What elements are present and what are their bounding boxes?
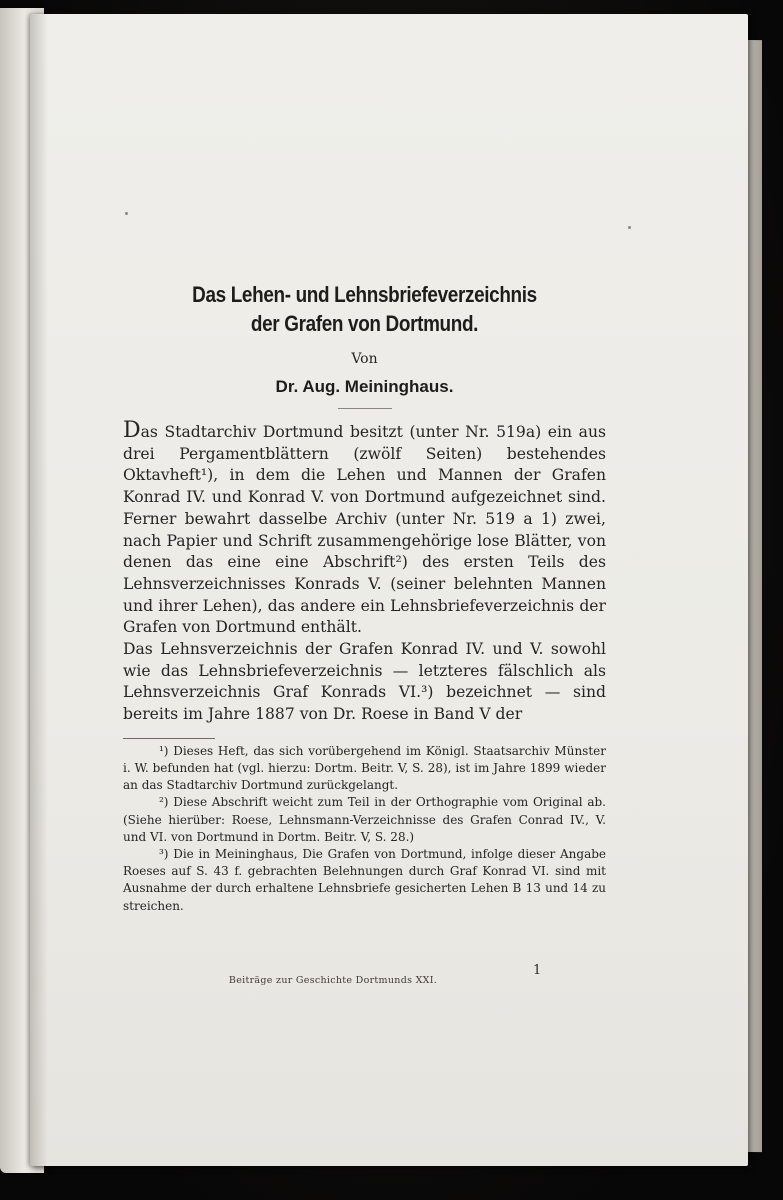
footnote-3: ³) Die in Meininghaus, Die Grafen von Dortmund, infolge dieser Angabe Roeses auf S. 43 f. gebrachten Belehnungen durch Graf Konrad VI. sind mit Ausnahme der durch erhaltene Lehnsbriefe gesicherten Lehen B 13 und 14 zu streichen. bbox=[123, 847, 606, 913]
title-line-2: der Grafen von Dortmund. bbox=[250, 311, 479, 336]
dropcap: D bbox=[123, 418, 141, 443]
title-divider bbox=[338, 408, 392, 409]
paragraph-2: Das Lehnsverzeichnis der Grafen Konrad IV. und V. sowohl wie das Lehnsbriefeverzeichnis — letzteres fälschlich als Lehnsverzeichnis Graf Konrads VI.³) bezeichnet — sind bereits im Jahre 1887 von Dr. Roese in Band V der bbox=[123, 640, 606, 724]
footnote-divider bbox=[123, 738, 215, 739]
paragraph-1-text: as Stadtarchiv Dortmund besitzt (unter Nr. 519a) ein aus drei Pergamentblättern (zwölf Seiten) bestehendes Oktavheft¹), in dem die Lehen und Mannen der Grafen Konrad IV. und Konrad V. von Dortmund aufgezeichnet sind. Ferner bewahrt dasselbe Archiv (unter Nr. 519 a 1) zwei, nach Papier und Schrift zusammengehörige lose Blätter, von denen das eine eine Abschrift²) des ersten Teils des Lehnsverzeichnisses Konrads V. (seiner belehnten Mannen und ihrer Lehen), das andere ein Lehnsbriefeverzeichnis der Grafen von Dortmund enthält. bbox=[123, 423, 606, 637]
author-name: Dr. Aug. Meininghaus. bbox=[275, 377, 454, 396]
footnotes bbox=[123, 743, 606, 915]
page-number: 1 bbox=[533, 963, 542, 978]
paragraph-1 bbox=[123, 418, 606, 639]
byline-von: Von bbox=[351, 351, 378, 367]
article-title bbox=[157, 280, 572, 338]
paper-speck bbox=[628, 226, 631, 229]
article-body bbox=[123, 418, 606, 726]
paper-speck bbox=[125, 212, 128, 215]
series-footer: Beiträge zur Geschichte Dortmunds XXI. bbox=[228, 975, 438, 986]
article-content bbox=[123, 280, 606, 915]
title-line-1: Das Lehen- und Lehnsbriefeverzeichnis bbox=[192, 282, 537, 307]
footnote-2: ²) Diese Abschrift weicht zum Teil in der Orthographie vom Original ab. (Siehe hierüber: Roese, Lehnsmann-Verzeichnisse des Grafen Conrad IV., V. und VI. von Dortmund in Dortm. Beitr. V, S. 28.) bbox=[123, 795, 606, 844]
footnote-1: ¹) Dieses Heft, das sich vorübergehend im Königl. Staatsarchiv Münster i. W. befunden hat (vgl. hierzu: Dortm. Beitr. V, S. 28), ist im Jahre 1899 wieder an das Stadtarchiv Dortmund zurückgelangt. bbox=[123, 743, 606, 793]
